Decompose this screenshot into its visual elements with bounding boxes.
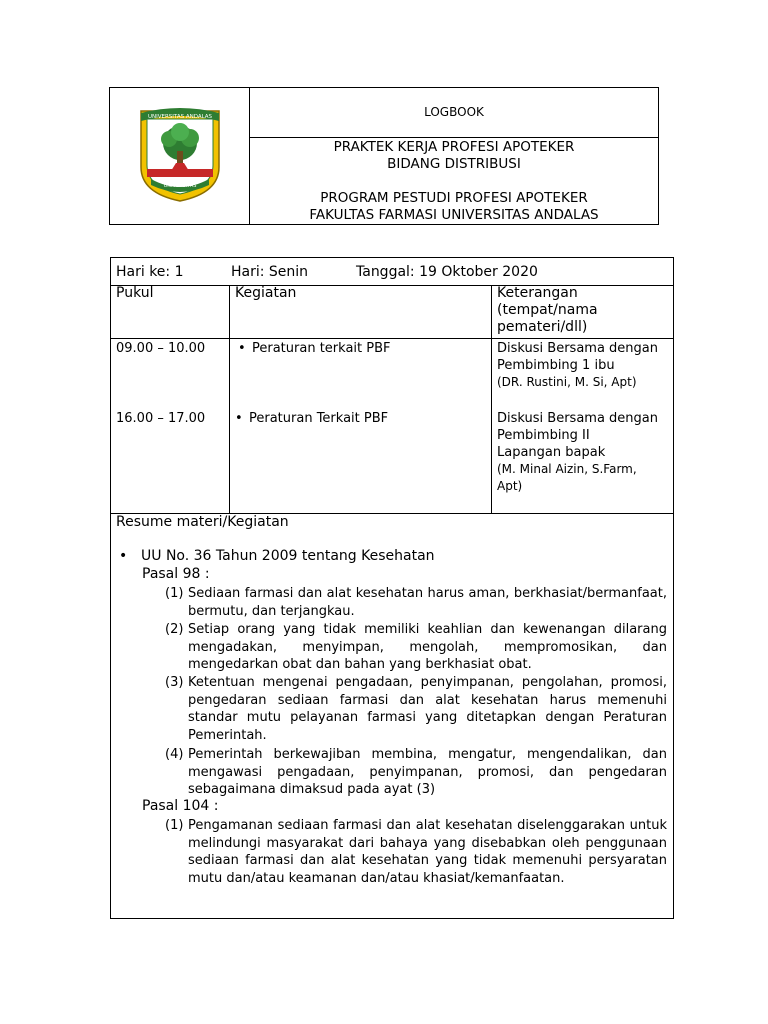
column-header-row xyxy=(111,285,673,339)
activity-note-1-line-1: Diskusi Bersama dengan xyxy=(497,341,658,356)
pasal-98-item-3 xyxy=(165,674,667,745)
activity-1: • Peraturan terkait PBF xyxy=(252,340,391,357)
program-line-2: BIDANG DISTRIBUSI xyxy=(387,156,521,172)
day-name: Hari: Senin xyxy=(231,264,309,280)
pasal-104-item-1 xyxy=(165,817,667,888)
item-number: (2) xyxy=(165,622,184,637)
activity-note-2-line-3: Lapangan bapak xyxy=(497,445,606,460)
activity-2: • Peraturan Terkait PBF xyxy=(249,410,388,427)
column-kegiatan: Kegiatan xyxy=(235,285,297,301)
item-text: Pengamanan sediaan farmasi dan alat kesehatan diselenggarakan untuk melindungi masyarakat dari bahaya yang disebabkan oleh penggunaan sediaan farmasi dan alat kesehatan yang tidak memenuhi persyaratan mutu dan/atau keamanan dan/atau khasiat/kemanfaatan. xyxy=(188,818,667,887)
university-logo xyxy=(137,105,223,203)
column-keterangan-line-3: pemateri/dll) xyxy=(497,319,588,335)
logo-text-top: UNIVERSITAS ANDALAS xyxy=(147,114,213,120)
header-table xyxy=(109,87,659,225)
logbook-title: LOGBOOK xyxy=(250,88,658,138)
item-number: (1) xyxy=(165,818,184,833)
pasal-98-heading: Pasal 98 : xyxy=(142,566,210,582)
pasal-98-item-2 xyxy=(165,621,667,674)
date-row xyxy=(111,258,673,286)
item-number: (1) xyxy=(165,586,184,601)
resume-title: Resume materi/Kegiatan xyxy=(116,514,289,530)
item-number: (4) xyxy=(165,747,184,762)
program-line-3: PROGRAM PESTUDI PROFESI APOTEKER xyxy=(320,190,588,206)
logo-cell xyxy=(110,88,250,224)
law-title: • UU No. 36 Tahun 2009 tentang Kesehatan xyxy=(141,548,435,564)
activity-note-1-line-3: (DR. Rustini, M. Si, Apt) xyxy=(497,375,637,389)
program-title xyxy=(250,138,658,224)
logbook-table xyxy=(110,257,674,919)
date: Tanggal: 19 Oktober 2020 xyxy=(356,264,538,280)
column-keterangan-line-2: (tempat/nama xyxy=(497,302,598,318)
activity-note-2-line-1: Diskusi Bersama dengan xyxy=(497,411,658,426)
column-pukul: Pukul xyxy=(116,285,154,301)
activity-time-1: 09.00 – 10.00 xyxy=(116,341,206,356)
activity-note-2-line-2: Pembimbing II xyxy=(497,428,590,443)
activity-note-1 xyxy=(497,340,658,391)
resume-section xyxy=(111,514,673,918)
item-text: Pemerintah berkewajiban membina, mengatur, mengendalikan, dan mengawasi pengadaan, penyimpanan, promosi, dan pengedaran sebagaimana dimaksud pada ayat (3) xyxy=(188,747,667,798)
activity-note-1-line-2: Pembimbing 1 ibu xyxy=(497,358,615,373)
column-keterangan-line-1: Keterangan xyxy=(497,285,578,301)
pasal-98-item-1 xyxy=(165,585,667,620)
program-line-4: FAKULTAS FARMASI UNIVERSITAS ANDALAS xyxy=(309,207,599,223)
activities-row xyxy=(111,339,673,514)
logo-text-bottom: UNIVERSITAS xyxy=(163,183,197,189)
program-line-1: PRAKTEK KERJA PROFESI APOTEKER xyxy=(333,139,575,155)
item-text: Setiap orang yang tidak memiliki keahlian dan kewenangan dilarang mengadakan, menyimpan, mengolah, mempromosikan, dan mengedarkan obat dan bahan yang berkhasiat obat. xyxy=(188,622,667,673)
item-text: Ketentuan mengenai pengadaan, penyimpanan, pengolahan, promosi, pengedaran sediaan farmasi dan alat kesehatan harus memenuhi standar mutu pelayanan farmasi yang ditetapkan dengan Peraturan Pemerintah. xyxy=(188,675,667,744)
pasal-104-heading: Pasal 104 : xyxy=(142,798,219,814)
item-text: Sediaan farmasi dan alat kesehatan harus aman, berkhasiat/bermanfaat, bermutu, dan terjangkau. xyxy=(188,586,667,619)
pasal-98-item-4 xyxy=(165,746,667,799)
activity-note-2-line-5: Apt) xyxy=(497,479,523,493)
activity-note-2 xyxy=(497,410,658,495)
item-number: (3) xyxy=(165,675,184,690)
activity-time-2: 16.00 – 17.00 xyxy=(116,411,206,426)
column-keterangan xyxy=(497,285,598,336)
day-number: Hari ke: 1 xyxy=(116,264,184,280)
activity-note-2-line-4: (M. Minal Aizin, S.Farm, xyxy=(497,462,637,476)
